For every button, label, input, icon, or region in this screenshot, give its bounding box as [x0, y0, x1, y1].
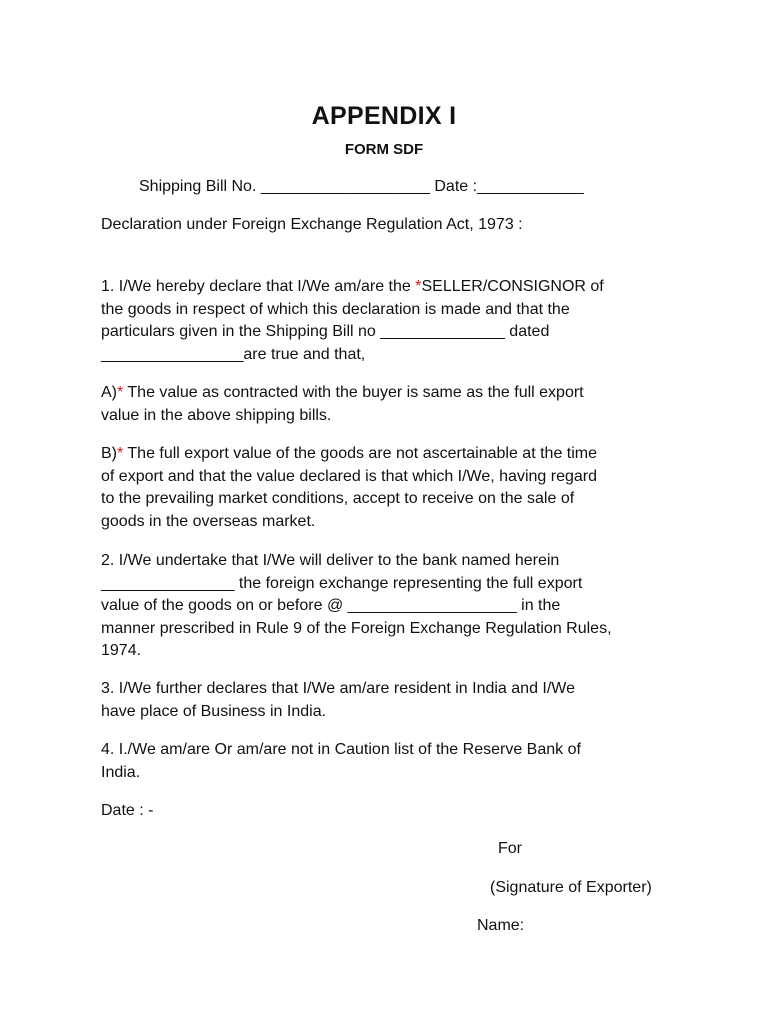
- paragraph-4-line-2: India.: [101, 763, 141, 781]
- paragraph-1-line-1: [101, 276, 681, 299]
- paragraph-1-line-1-role: SELLER/CONSIGNOR of: [421, 278, 604, 295]
- paragraph-b-line-1: [101, 443, 681, 466]
- date-label: Date : -: [101, 802, 154, 819]
- paragraph-a-line-2: value in the above shipping bills.: [101, 406, 332, 424]
- paragraph-3-line-2: have place of Business in India.: [101, 702, 327, 720]
- required-asterisk: *: [415, 278, 422, 295]
- paragraph-3-line-1: 3. I/We further declares that I/We am/are resident in India and I/We: [101, 680, 576, 697]
- paragraph-4: [101, 739, 681, 784]
- paragraph-a-line-1: [101, 382, 681, 405]
- form-subtitle: FORM SDF: [344, 141, 424, 158]
- paragraph-b: [101, 443, 681, 533]
- paragraph-2-line-4: manner prescribed in Rule 9 of the Foreign Exchange Regulation Rules,: [101, 619, 612, 637]
- page-title: APPENDIX I: [311, 102, 457, 130]
- paragraph-1-line-2: the goods in respect of which this declaration is made and that the: [101, 300, 570, 318]
- paragraph-2: [101, 550, 681, 663]
- paragraph-2-line-3: value of the goods on or before @ ___________________ in the: [101, 597, 561, 614]
- required-asterisk: *: [117, 384, 124, 401]
- for-label: For: [498, 840, 522, 857]
- paragraph-2-line-2: _______________ the foreign exchange representing the full export: [101, 574, 583, 592]
- paragraph-b-prefix: B): [101, 445, 117, 462]
- paragraph-1: [101, 276, 681, 366]
- paragraph-a-line-1-text: The value as contracted with the buyer is same as the full export: [123, 384, 584, 401]
- paragraph-a: [101, 382, 681, 427]
- paragraph-b-line-1-text: The full export value of the goods are not ascertainable at the time: [123, 445, 598, 462]
- paragraph-b-line-4: goods in the overseas market.: [101, 512, 316, 530]
- paragraph-1-line-4: ________________are true and that,: [101, 345, 366, 363]
- paragraph-b-line-2: of export and that the value declared is that which I/We, having regard: [101, 467, 597, 485]
- paragraph-1-line-1-text: 1. I/We hereby declare that I/We am/are the: [101, 278, 416, 295]
- paragraph-4-line-1: 4. I./We am/are Or am/are not in Caution list of the Reserve Bank of: [101, 741, 581, 758]
- shipping-bill-line: Shipping Bill No. ___________________ Date :____________: [139, 178, 584, 195]
- paragraph-1-line-3: particulars given in the Shipping Bill no ______________ dated: [101, 323, 550, 340]
- name-label: Name:: [477, 917, 525, 934]
- required-asterisk: *: [117, 445, 124, 462]
- signature-label: (Signature of Exporter): [490, 879, 652, 896]
- paragraph-3: [101, 678, 681, 723]
- paragraph-a-prefix: A): [101, 384, 117, 401]
- declaration-heading: Declaration under Foreign Exchange Regulation Act, 1973 :: [101, 216, 523, 233]
- paragraph-b-line-3: to the prevailing market conditions, accept to receive on the sale of: [101, 490, 575, 507]
- paragraph-2-line-5: 1974.: [101, 642, 142, 659]
- paragraph-2-line-1: 2. I/We undertake that I/We will deliver to the bank named herein: [101, 552, 560, 569]
